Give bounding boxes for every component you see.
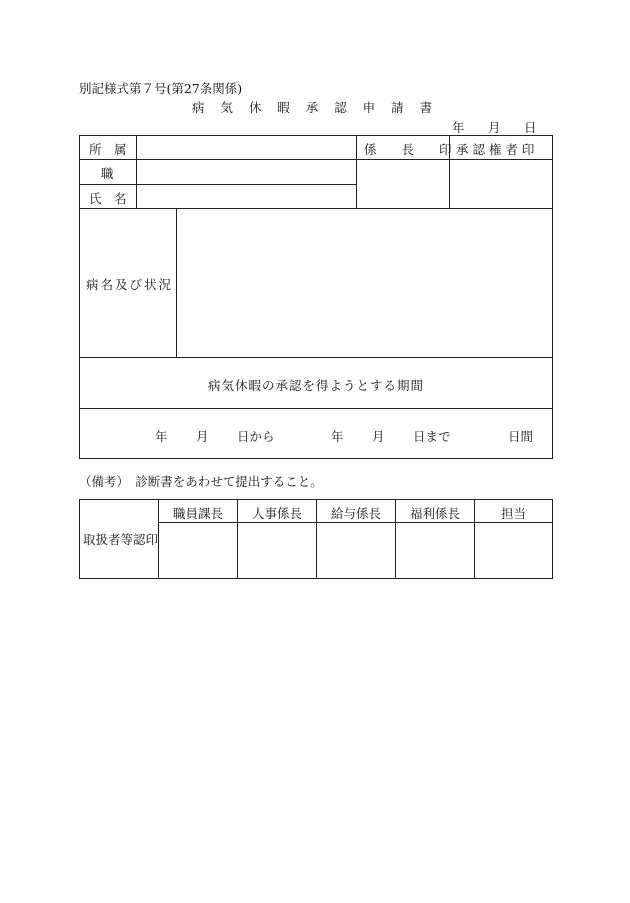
handler-row-label: 取扱者等認印 (83, 532, 159, 547)
seal-box-in-charge[interactable] (475, 523, 552, 578)
date-year-label: 年 (452, 120, 465, 135)
handler-seal-table (79, 499, 553, 579)
illness-description-field[interactable] (177, 209, 552, 357)
application-form-table (79, 135, 553, 459)
approver-seal-box[interactable] (450, 160, 552, 208)
from-day-label: 日から (237, 429, 275, 444)
approver-seal-label: 承 認 権 者 印 (456, 142, 535, 157)
period-heading-bottom (80, 408, 552, 409)
seal-box-welfare-chief[interactable] (396, 523, 474, 578)
chief-seal-box[interactable] (357, 160, 449, 208)
document-title: 病 気 休 暇 承 認 申 請 書 (191, 100, 439, 115)
position-label: 職 (101, 166, 114, 181)
to-year-label: 年 (331, 429, 344, 444)
name-field[interactable] (137, 185, 356, 208)
from-month-label: 月 (196, 429, 209, 444)
handler-col-personnel-chief: 人事係長 (251, 506, 302, 521)
seal-box-salary-chief[interactable] (317, 523, 395, 578)
to-day-label: 日まで (413, 429, 451, 444)
days-label: 日間 (508, 429, 534, 444)
illness-label: 病名及び状況 (86, 277, 174, 292)
name-label: 氏 名 (89, 191, 127, 206)
chief-seal-label: 係 長 印 (364, 142, 452, 157)
from-year-label: 年 (155, 429, 168, 444)
seal-box-staff-chief[interactable] (159, 523, 237, 578)
affiliation-label: 所 属 (89, 142, 127, 157)
form-number: 別記様式第７号(第27条関係) (79, 81, 243, 96)
illness-bottom (80, 357, 552, 358)
handler-col-welfare-chief: 福利係長 (409, 506, 460, 521)
notes-text: （備考） 診断書をあわせて提出すること。 (79, 474, 323, 489)
position-field[interactable] (137, 160, 356, 184)
seal-box-personnel-chief[interactable] (238, 523, 316, 578)
date-month-label: 月 (488, 120, 501, 135)
date-day-label: 日 (524, 120, 537, 135)
handler-col-in-charge: 担当 (500, 506, 526, 521)
affiliation-field[interactable] (137, 136, 356, 159)
period-heading: 病気休暇の承認を得ようとする期間 (207, 378, 424, 393)
handler-col-salary-chief: 給与係長 (330, 506, 381, 521)
handler-col-staff-chief: 職員課長 (172, 506, 223, 521)
to-month-label: 月 (372, 429, 385, 444)
